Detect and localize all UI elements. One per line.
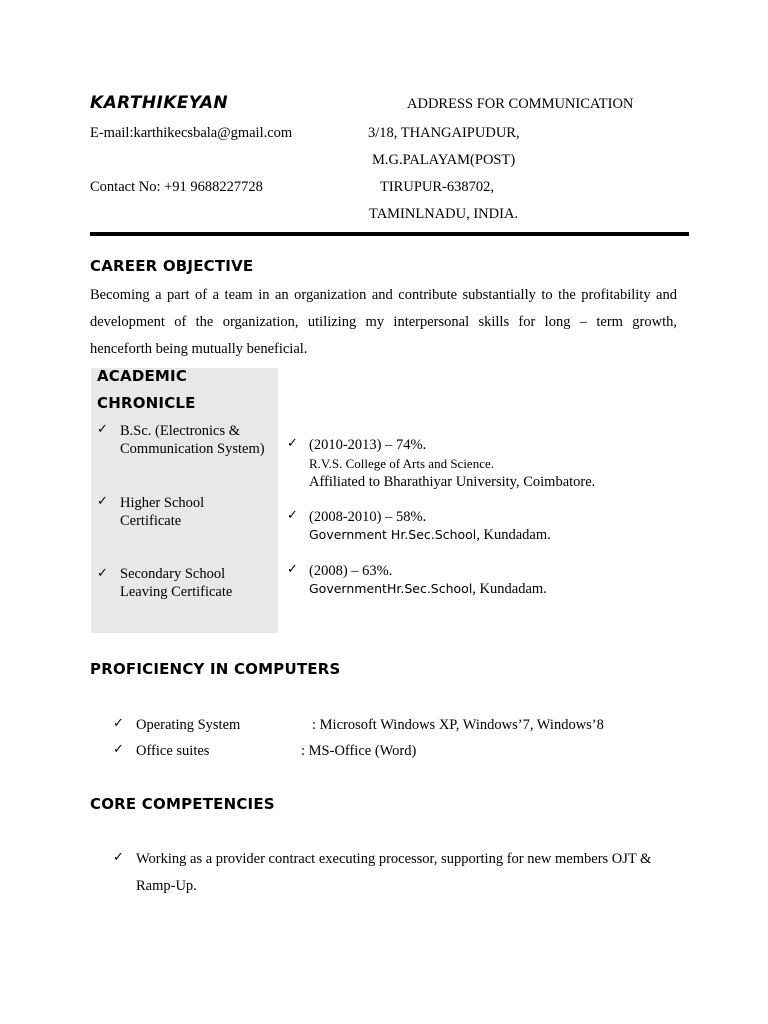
email-text: E-mail:karthikecsbala@gmail.com [90, 125, 293, 141]
qualification-name: Leaving Certificate [120, 584, 233, 600]
address-line: TAMINLNADU, INDIA. [369, 206, 519, 222]
address-line: TIRUPUR-638702, [380, 179, 494, 195]
checkmark-icon: ✓ [287, 436, 298, 451]
competency-text: Ramp-Up. [136, 878, 197, 894]
career-objective-heading: CAREER OBJECTIVE [90, 257, 254, 275]
qualification-name: Communication System) [120, 441, 265, 457]
institution-name: R.V.S. College of Arts and Science. [309, 456, 494, 471]
candidate-name: KARTHIKEYAN [90, 93, 229, 113]
proficiency-label: Office suites [136, 743, 210, 759]
checkmark-icon: ✓ [97, 566, 108, 581]
qualification-result: (2008) – 63%. [309, 563, 393, 579]
address-line: 3/18, THANGAIPUDUR, [368, 125, 520, 141]
academic-heading: ACADEMIC [97, 367, 188, 385]
objective-line: henceforth being mutually beneficial. [90, 341, 308, 357]
academic-heading: CHRONICLE [97, 394, 196, 412]
qualification-name: Certificate [120, 513, 182, 529]
proficiency-value: : Microsoft Windows XP, Windows’7, Windows’8 [312, 717, 604, 733]
qualification-name: Higher School [120, 495, 205, 511]
qualification-result: (2008-2010) – 58%. [309, 509, 427, 525]
address-title: ADDRESS FOR COMMUNICATION [407, 96, 634, 112]
header-divider [90, 232, 689, 236]
checkmark-icon: ✓ [97, 422, 108, 437]
checkmark-icon: ✓ [97, 494, 108, 509]
objective-line: Becoming a part of a team in an organization and contribute substantially to the profitability and [90, 287, 677, 303]
institution-affiliation: Affiliated to Bharathiyar University, Coimbatore. [309, 474, 596, 490]
qualification-result: (2010-2013) – 74%. [309, 437, 427, 453]
qualification-name: Secondary School [120, 566, 226, 582]
career-objective-text [90, 282, 677, 363]
proficiency-heading: PROFICIENCY IN COMPUTERS [90, 660, 341, 678]
checkmark-icon: ✓ [113, 742, 124, 757]
checkmark-icon: ✓ [113, 716, 124, 731]
qualification-name: B.Sc. (Electronics & [120, 423, 241, 439]
proficiency-label: Operating System [136, 717, 241, 733]
objective-line: development of the organization, utilizing my interpersonal skills for long – term growth, [90, 314, 677, 330]
competency-text: Working as a provider contract executing processor, supporting for new members OJT & [136, 851, 652, 867]
institution-name: Government Hr.Sec.School, Kundadam. [309, 527, 551, 543]
contact-text: Contact No: +91 9688227728 [90, 179, 263, 195]
address-line: M.G.PALAYAM(POST) [372, 152, 516, 168]
checkmark-icon: ✓ [287, 562, 298, 577]
checkmark-icon: ✓ [113, 850, 124, 865]
institution-name: GovernmentHr.Sec.School, Kundadam. [309, 581, 547, 597]
core-competencies-heading: CORE COMPETENCIES [90, 795, 275, 813]
proficiency-value: : MS-Office (Word) [301, 743, 417, 759]
checkmark-icon: ✓ [287, 508, 298, 523]
